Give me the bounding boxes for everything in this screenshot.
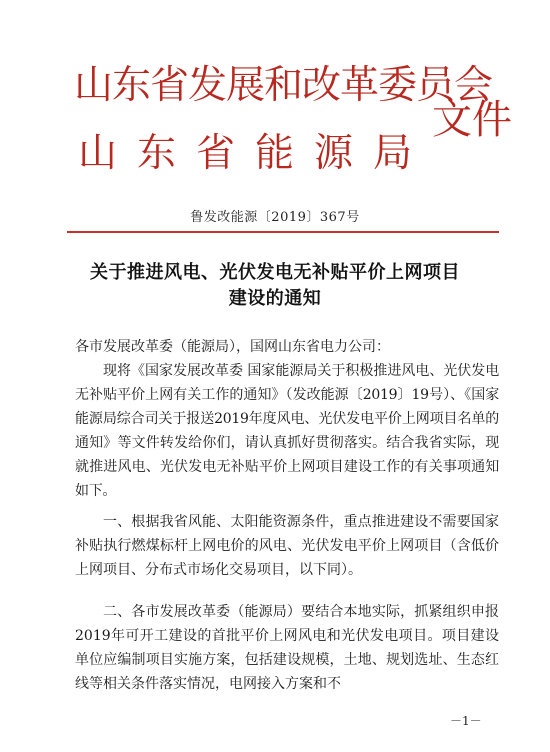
page-number: －1－ — [450, 714, 482, 728]
issuer-name-ndrc: 山东省发展和改革委员会 — [74, 63, 493, 108]
document-type-label: 文件 — [432, 97, 512, 143]
paragraph-block-3 — [75, 600, 499, 696]
salutation: 各市发展改革委（能源局），国网山东省电力公司： — [75, 339, 390, 355]
salutation-block — [75, 335, 499, 359]
red-separator-line — [67, 231, 499, 233]
document-title-line-2: 建设的通知 — [228, 288, 322, 309]
paragraph-1: 现将《国家发展改革委 国家能源局关于积极推进风电、光伏发电无补贴平价上网有关工作的通知》（发改能源〔2019〕19号）、《国家能源局综合司关于报送2019年度风电、光伏发电平价上网项目名单的通知》等文件转发给你们，请认真抓好贯彻落实。结合我省实际，现就推进风电、光伏发电无补贴平价上网项目建设工作的有关事项通知如下。 — [75, 363, 499, 499]
document-number: 鲁发改能源〔2019〕367号 — [190, 210, 360, 225]
paragraph-2: 一、根据我省风能、太阳能资源条件，重点推进建设不需要国家补贴执行燃煤标杆上网电价的风电、光伏发电平价上网项目（含低价上网项目、分布式市场化交易项目，以下同）。 — [75, 514, 499, 578]
paragraph-block-2 — [75, 510, 499, 582]
paragraph-block-1 — [75, 359, 499, 503]
issuer-name-energy-bureau: 山东省能源局 — [78, 131, 433, 176]
paragraph-3: 二、各市发展改革委（能源局）要结合本地实际，抓紧组织申报2019年可开工建设的首批平价上网风电和光伏发电项目。项目建设单位应编制项目实施方案，包括建设规模，土地、规划选址、生态红线等相关条件落实情况，电网接入方案和不 — [75, 604, 499, 692]
document-title-line-1: 关于推进风电、光伏发电无补贴平价上网项目 — [90, 262, 460, 283]
